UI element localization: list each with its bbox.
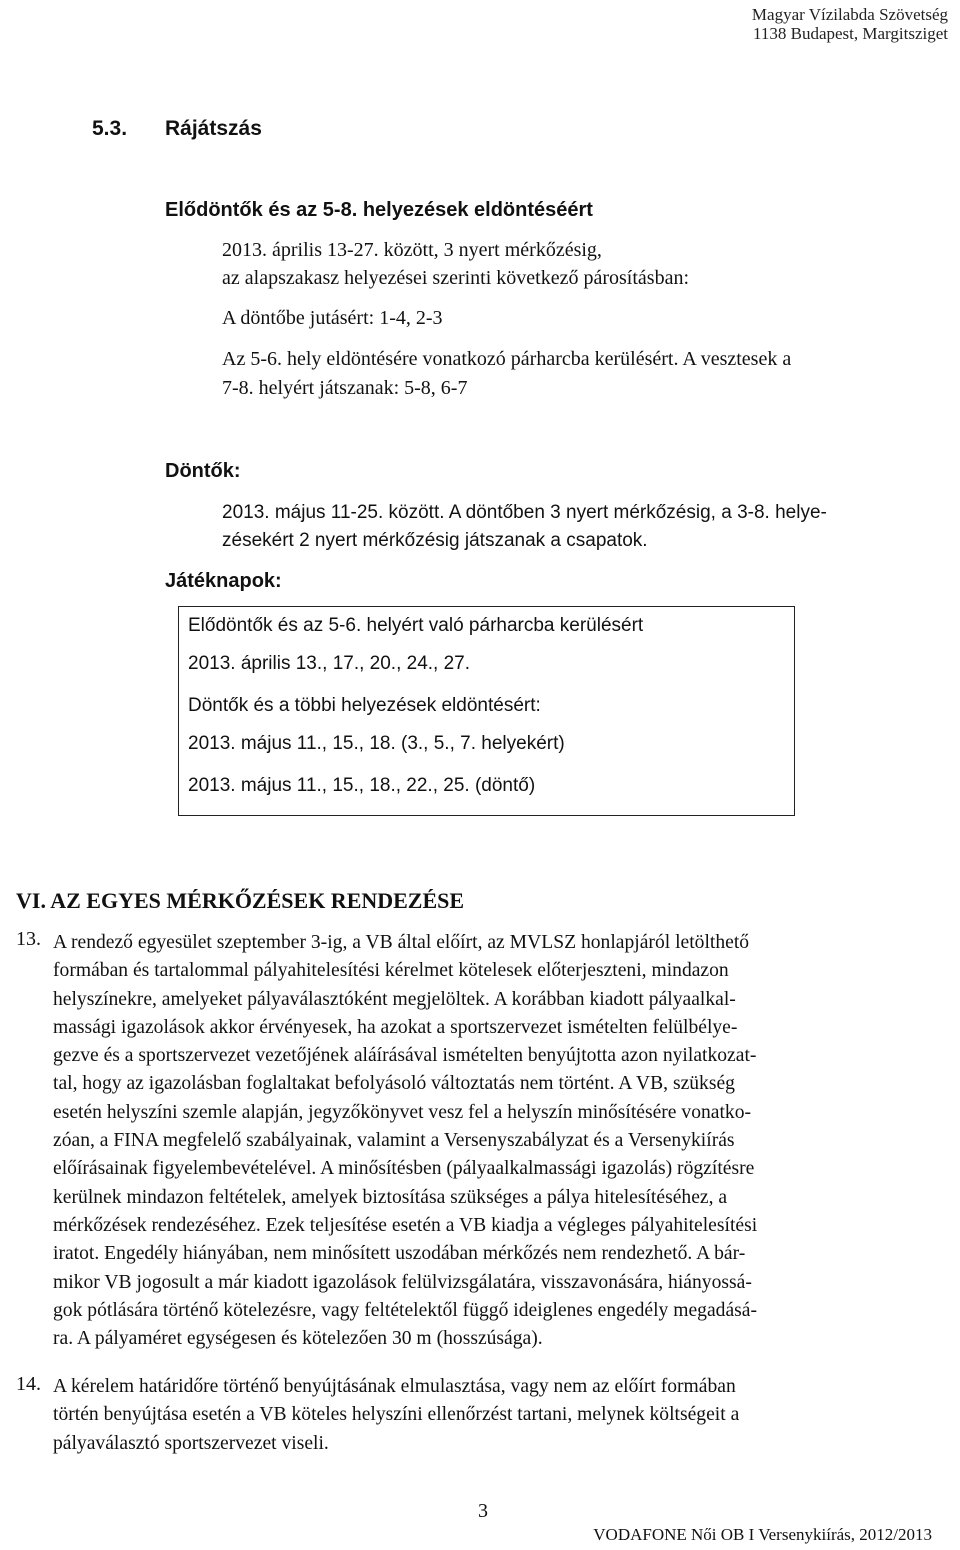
semis-line-2: az alapszakasz helyezései szerinti következő párosításban: <box>222 267 690 289</box>
semis-line-5: 7-8. helyért játszanak: 5-8, 6-7 <box>222 377 468 399</box>
item-13-line: ra. A pályaméret egységesen és kötelezően 30 m (hosszúsága). <box>53 1328 543 1350</box>
item-13-text <box>53 929 925 1353</box>
item-13-line: előírásainak figyelembevételével. A minősítésben (pályaalkalmassági igazolás) rögzítésre <box>53 1158 755 1180</box>
item-13-line: gezve és a sportszervezet vezetőjének aláírásával ismételten benyújtotta azon nyilatkozat- <box>53 1045 757 1067</box>
gamedays-row: Döntők és a többi helyezések eldöntésért: <box>188 695 541 716</box>
item-13-line: kerülnek mindazon feltételek, amelyek biztosítása szükséges a pálya hitelesítéséhez, a <box>53 1186 728 1208</box>
item-14-line: történ benyújtása esetén a VB köteles helyszíni ellenőrzést tartani, melynek költségeit a <box>53 1404 740 1426</box>
semis-line-1: 2013. április 13-27. között, 3 nyert mérkőzésig, <box>222 239 602 261</box>
gamedays-row: 2013. május 11., 15., 18., 22., 25. (döntő) <box>188 775 536 796</box>
item-14-text <box>53 1373 925 1458</box>
header-address: 1138 Budapest, Margitsziget <box>752 24 948 43</box>
item-13-line: formában és tartalommal pályahitelesítési kérelmet kötelesek előterjeszteni, mindazon <box>53 960 729 982</box>
item-13-line: massági igazolások akkor érvényesek, ha azokat a sportszervezet ismételten felülbélye- <box>53 1016 738 1038</box>
gamedays-row: 2013. április 13., 17., 20., 24., 27. <box>188 653 471 674</box>
item-13-line: zóan, a FINA megfelelő szabályainak, valamint a Versenyszabályzat és a Versenykiírás <box>53 1130 735 1152</box>
chapter-title: VI. AZ EGYES MÉRKŐZÉSEK RENDEZÉSE <box>16 888 465 913</box>
semis-heading: Elődöntők és az 5-8. helyezések eldöntéséért <box>165 199 593 221</box>
semis-line-3: A döntőbe jutásért: 1-4, 2-3 <box>222 307 443 329</box>
finals-heading: Döntők: <box>165 460 241 482</box>
item-13-line: iratot. Engedély hiányában, nem minősített uszodában mérkőzés nem rendezhető. A bár- <box>53 1243 746 1265</box>
finals-line-1: 2013. május 11-25. között. A döntőben 3 nyert mérkőzésig, a 3-8. helye- <box>222 502 827 523</box>
page-number: 3 <box>478 1500 488 1522</box>
gamedays-heading: Játéknapok: <box>165 570 282 592</box>
header-org: Magyar Vízilabda Szövetség <box>751 5 948 24</box>
item-13-number: 13. <box>16 928 41 950</box>
finals-line-2: zésekért 2 nyert mérkőzésig játszanak a csapatok. <box>222 530 648 551</box>
item-13-line: mérkőzések rendezéséhez. Ezek teljesítése esetén a VB kiadja a végleges pályahitelesítési <box>53 1214 758 1236</box>
item-13-line: mikor VB jogosult a már kiadott igazolások felülvizsgálatára, visszavonására, hiányossá- <box>53 1271 752 1293</box>
semis-line-4: Az 5-6. hely eldöntésére vonatkozó párharcba kerülésért. A vesztesek a <box>222 348 792 370</box>
item-13-line: tal, hogy az igazolásban foglaltakat befolyásoló változtatás nem történt. A VB, szükség <box>53 1073 735 1095</box>
item-14-line: pályaválasztó sportszervezet viseli. <box>53 1432 329 1454</box>
gamedays-row: Elődöntők és az 5-6. helyért való párharcba kerülésért <box>188 615 644 636</box>
item-13-line: gok pótlására történő kötelezésre, vagy feltételektől függő ideiglenes engedély megadásá- <box>53 1299 758 1321</box>
section-number: 5.3. <box>92 117 128 140</box>
footer-doc-title: VODAFONE Női OB I Versenykiírás, 2012/2013 <box>593 1525 932 1544</box>
item-14-line: A kérelem határidőre történő benyújtásának elmulasztása, vagy nem az előírt formában <box>53 1376 736 1397</box>
section-title: Rájátszás <box>165 117 262 140</box>
item-13-line: A rendező egyesület szeptember 3-ig, a VB által előírt, az MVLSZ honlapjáról letölthető <box>53 932 750 953</box>
item-13-line: esetén helyszíni szemle alapján, jegyzőkönyvet vesz fel a helyszín minősítésére vonatko- <box>53 1101 752 1123</box>
gamedays-row: 2013. május 11., 15., 18. (3., 5., 7. helyekért) <box>188 733 565 754</box>
item-14-number: 14. <box>16 1373 41 1395</box>
item-13-line: helyszínekre, amelyeket pályaválasztóként megjelöltek. A korábban kiadott pályaalkal- <box>53 988 736 1010</box>
gamedays-box <box>178 606 795 816</box>
